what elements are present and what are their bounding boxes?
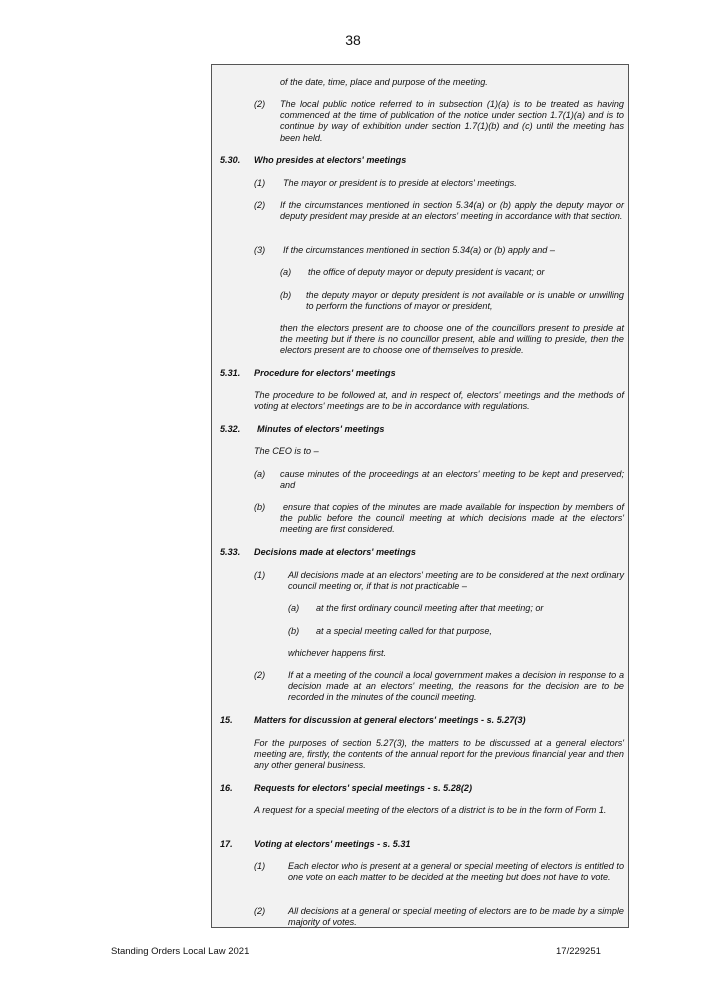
- s533-1b-num: (b): [288, 626, 300, 636]
- r16-number: 16.: [220, 783, 233, 793]
- s530-1-text: The mayor or president is to preside at electors' meetings.: [283, 178, 517, 188]
- r17-title: Voting at electors' meetings - s. 5.31: [254, 839, 411, 849]
- s530-title: Who presides at electors' meetings: [254, 155, 407, 165]
- s532-b-text: ensure that copies of the minutes are made available for inspection by members of the public before the council meeting at which decisions made at the electors' meeting are first considered.: [280, 502, 624, 535]
- s530-3-num: (3): [254, 245, 266, 255]
- s530-1-num: (1): [254, 178, 266, 188]
- s530-number: 5.30.: [220, 155, 241, 165]
- r17-1-num: (1): [254, 861, 266, 871]
- r17-2-num: (2): [254, 906, 266, 916]
- s532-b-num: (b): [254, 502, 266, 512]
- s533-2-text: If at a meeting of the council a local government makes a decision in response to a decision made at an electors' meeting, the reasons for the decision are to be recorded in the minutes of the council meeting.: [288, 670, 624, 703]
- s529-2-text: The local public notice referred to in subsection (1)(a) is to be treated as having commenced at the time of publication of the notice under section 1.7(1)(a) and is to continue by way of exhibition under section 1.7(1)(b) and (c) until the meeting has been held.: [280, 99, 624, 143]
- s532-title: Minutes of electors' meetings: [257, 424, 385, 434]
- r17-2-text: All decisions at a general or special meeting of electors are to be made by a simple majority of votes.: [288, 906, 624, 928]
- r15-title: Matters for discussion at general electors' meetings - s. 5.27(3): [254, 715, 526, 725]
- s530-3b-text: the deputy mayor or deputy president is not available or is unable or unwilling to perform the functions of mayor or president,: [306, 290, 624, 312]
- s533-number: 5.33.: [220, 547, 241, 557]
- s532-a-text: cause minutes of the proceedings at an electors' meeting to be kept and preserved; and: [280, 469, 624, 491]
- r17-number: 17.: [220, 839, 233, 849]
- s531-number: 5.31.: [220, 368, 241, 378]
- r15-number: 15.: [220, 715, 233, 725]
- s531-title: Procedure for electors' meetings: [254, 368, 396, 378]
- s533-1a-text: at the first ordinary council meeting after that meeting; or: [316, 603, 544, 613]
- s533-1-num: (1): [254, 570, 266, 580]
- s530-3-text: If the circumstances mentioned in section 5.34(a) or (b) apply and –: [283, 245, 555, 255]
- s530-3b-num: (b): [280, 290, 292, 300]
- s530-2-text: If the circumstances mentioned in section 5.34(a) or (b) apply the deputy mayor or deputy president may preside at an electors' meeting in accordance with that section.: [280, 200, 624, 222]
- r17-1-text: Each elector who is present at a general or special meeting of electors is entitled to one vote on each matter to be decided at the meeting but does not have to vote.: [288, 861, 624, 883]
- r16-title: Requests for electors' special meetings - s. 5.28(2): [254, 783, 472, 793]
- r16-text: A request for a special meeting of the electors of a district is to be in the form of Form 1.: [254, 805, 607, 815]
- intro-line: of the date, time, place and purpose of the meeting.: [280, 77, 488, 87]
- legislation-extract-box: [211, 64, 629, 928]
- s533-2-num: (2): [254, 670, 266, 680]
- s532-a-num: (a): [254, 469, 266, 479]
- s530-3a-text: the office of deputy mayor or deputy president is vacant; or: [308, 267, 545, 277]
- page-number: 38: [345, 32, 361, 48]
- s530-3a-num: (a): [280, 267, 292, 277]
- s533-1b-text: at a special meeting called for that purpose,: [316, 626, 492, 636]
- s533-1-tail: whichever happens first.: [288, 648, 387, 658]
- s532-number: 5.32.: [220, 424, 241, 434]
- s530-3-tail: then the electors present are to choose one of the councillors present to preside at the meeting but if there is no councillor present, able and willing to preside, then the electors present are to choose one of themselves to preside.: [280, 323, 624, 356]
- s533-title: Decisions made at electors' meetings: [254, 547, 416, 557]
- footer-reference-number: 17/229251: [556, 946, 601, 957]
- s532-intro: The CEO is to –: [254, 446, 319, 456]
- s530-2-num: (2): [254, 200, 266, 210]
- s533-1-text: All decisions made at an electors' meeting are to be considered at the next ordinary council meeting or, if that is not practicable –: [288, 570, 624, 592]
- s529-2-num: (2): [254, 99, 266, 109]
- s533-1a-num: (a): [288, 603, 300, 613]
- r15-text: For the purposes of section 5.27(3), the matters to be discussed at a general electors' meeting are, firstly, the contents of the annual report for the previous financial year and then any other general business.: [254, 738, 624, 771]
- s531-text: The procedure to be followed at, and in respect of, electors' meetings and the methods of voting at electors' meetings are to be in accordance with regulations.: [254, 390, 624, 412]
- footer-document-title: Standing Orders Local Law 2021: [111, 946, 250, 957]
